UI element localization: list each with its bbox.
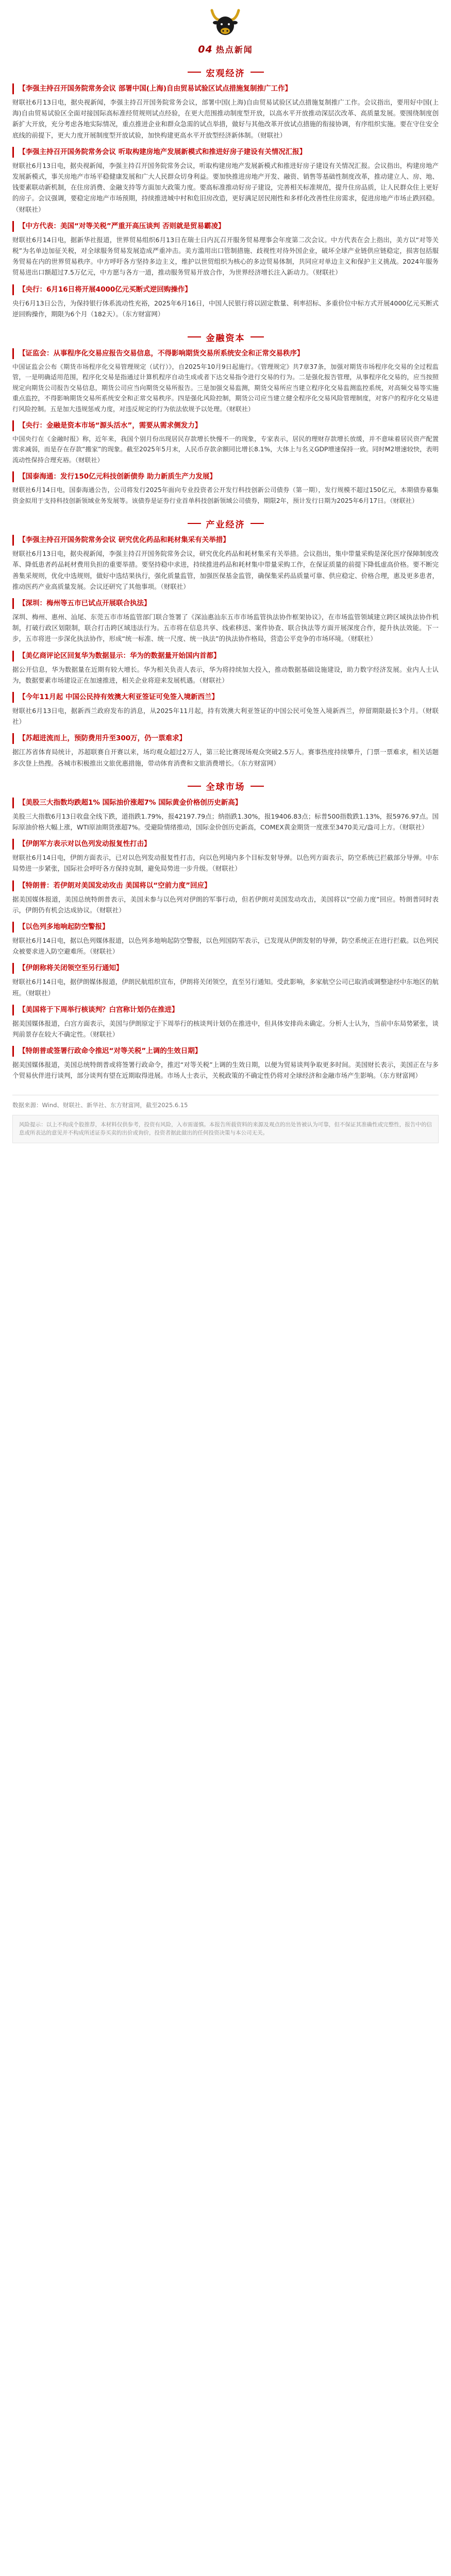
section-title-text: 产业经济 — [206, 519, 245, 530]
article-headline: 【美国将于下周举行核谈判？白宫称计划仍在推进】 — [12, 1005, 439, 1015]
article-body: 美股三大指数6月13日收盘全线下跌，道指跌1.79%，报42197.79点；纳指跌1.30%，报19406.83点；标普500指数跌1.13%，报5976.97点。国际原油价格大幅上涨，WTI原油期货涨超7%。受避险情绪推动，国际金价创历史新高，COMEX黄金期货一度涨至3470美元/盎司上方。（财联社） — [12, 812, 439, 831]
news-article — [0, 284, 451, 326]
news-article — [0, 1046, 451, 1087]
data-source: 数据来源：Wind、财联社、新华社、东方财富网，截至2025.6.15 — [12, 1101, 188, 1109]
section-title-text: 金融资本 — [206, 333, 245, 344]
article-headline: 【伊朗军方表示对以色列发动报复性打击】 — [12, 839, 439, 850]
section-divider-right — [250, 786, 264, 787]
article-body: 财联社6月14日电，据伊朗媒体报道，伊朗民航组织宣布，伊朗将关闭领空，直至另行通知。受此影响，多家航空公司已取消或调整途经中东地区的航班。（财联社） — [12, 978, 439, 997]
disclaimer-text: 风险提示：以上不构成个股推荐，本材料仅供参考，投资有风险，入市需谨慎。本报告所载资料的来源及观点的出处皆被认为可靠，但不保证其准确性或完整性，报告中的信息或所表达的意见并不构成所述证券买卖的出价或询价，投资者据此做出的任何投资决策与本公司无关。 — [19, 1121, 432, 1137]
article-headline: 【证监会：从事程序化交易应报告交易信息，不得影响期货交易所系统安全和正常交易秩序】 — [12, 348, 439, 359]
section-title-global — [0, 775, 451, 798]
article-body: 财联社6月14日电，据以色列媒体报道，以色列多地响起防空警报，以色列国防军表示，已发现从伊朗发射的导弹，防空系统正在进行拦截。以色列民众被要求进入防空避难所。（财联社） — [12, 936, 439, 956]
section-divider-right — [250, 336, 264, 337]
section-divider-left — [188, 786, 201, 787]
section-divider-left — [188, 523, 201, 524]
issue-number: 04 — [198, 44, 213, 55]
section-title-macro — [0, 61, 451, 83]
news-article — [0, 651, 451, 692]
article-body: 财联社6月14日电，伊朗方面表示，已对以色列发动报复性打击，向以色列境内多个目标发射导弹。以色列方面表示，防空系统已拦截部分导弹。中东局势进一步紧张，国际社会呼吁各方保持克制，避免局势进一步升级。（财联社） — [12, 854, 439, 873]
article-body: 财联社6月13日电，据央视新闻，李强主持召开国务院常务会议，听取构建房地产发展新模式和推进好房子建设有关情况汇报。会议指出，构建房地产发展新模式，事关房地产市场平稳健康发展和广大人民群众切身利益。要加快推进房地产开发、融资、销售等基础性制度改革，推动建立人、房、地、钱要素联动新机制，在住房消费、金融支持等方面加大政策力度。要高标准推动好房子建设，完善相关标准规范，提升住房品质，让人民群众住上更好的房子。会议强调，要稳定房地产市场预期，持续推进城中村和危旧房改造，更好满足居民刚性和多样化改善性住房需求，促进房地产市场止跌回稳。（财联社） — [12, 161, 439, 213]
article-body: 中国央行在《金融时报》称，近年来，我国个别月份出现居民存款增长快慢不一的现象，专家表示，居民的理财存款增长放缓，并不意味着居民资产配置需求减弱，而是存在存款“搬家”的现象。截至2025年5月末，人民币存款余额同比增长8.1%，大体上与名义GDP增速保持一致。同时M2增速较快，表明流动性保持合理充裕。（财联社） — [12, 435, 439, 464]
article-body: 据美国媒体报道，白宫方面表示，美国与伊朗原定于下周举行的核谈判计划仍在推进中，但具体安排尚未确定。分析人士认为，当前中东局势紧张，谈判前景存在较大不确定性。（财联社） — [12, 1019, 439, 1038]
news-article — [0, 798, 451, 839]
article-body: 据公开信息，华为数据量在近期有较大增长。华为相关负责人表示，华为将持续加大投入，推动数据基础设施建设，助力数字经济发展。业内人士认为，数据要素市场建设正在加速推进，相关企业将迎来发展机遇。（财联社） — [12, 665, 439, 684]
news-article — [0, 963, 451, 1004]
article-body: 财联社6月14日电，据新华社报道，世界贸易组织6月13日在瑞士日内瓦召开服务贸易理事会年度第二次会议。中方代表在会上指出，美方以“对等关税”为名单边加征关税，对全球服务贸易发展造成严重冲击。美方滥用出口管制措施、歧视性对待外国企业，破坏全球产业链供应链稳定，损害包括服务贸易在内的世界贸易秩序。中方呼吁各方坚持多边主义，维护以世贸组织为核心的多边贸易体制，共同应对单边主义和保护主义挑战。2024年服务贸易进出口额超过7.5万亿元，中方愿与各方一道，推动服务贸易开放合作，为世界经济增长注入新动力。（财联社） — [12, 235, 439, 277]
news-article — [0, 839, 451, 880]
news-article — [0, 221, 451, 284]
article-headline: 【李强主持召开国务院常务会议 部署中国(上海)自由贸易试验区试点措施复制推广工作】 — [12, 83, 439, 94]
news-article — [0, 83, 451, 147]
article-body: 据美国媒体报道，美国总统特朗普表示，美国未参与以色列对伊朗的军事行动，但若伊朗对美国发动攻击，美国将以“空前力度”回应。特朗普同时表示，伊朗仍有机会达成协议。（财联社） — [12, 895, 439, 914]
news-article — [0, 922, 451, 963]
section-divider-right — [250, 523, 264, 524]
article-body: 财联社6月13日电，据央视新闻，李强主持召开国务院常务会议，部署中国(上海)自由贸易试验区试点措施复制推广工作。会议指出，要用好中国(上海)自由贸易试验区全面对接国际高标准经贸规则试点经验，在更大范围推动制度型开放，以高水平开放推动深层次改革、高质量发展。要围绕制度创新扩大开放，充分考虑各地实际情况，重点推进企业和群众急需的试点举措，做好与其他改革开放试点措施的衔接协调，有序组织实施。要在守住安全底线的前提下，更大力度开展制度型开放试验，加快构建更高水平开放型经济新体制。（财联社） — [12, 98, 439, 139]
article-headline: 【以色列多地响起防空警报】 — [12, 922, 439, 933]
article-headline: 【苏超进流而上，预防费用升至300万，仍一票难求】 — [12, 733, 439, 744]
issue-section-name: 热点新闻 — [215, 45, 253, 55]
news-article — [0, 880, 451, 922]
article-headline: 【伊朗称将关闭领空至另行通知】 — [12, 963, 439, 974]
news-article — [0, 348, 451, 420]
article-headline: 【特朗普或签署行政命令推迟“对等关税”上调的生效日期】 — [12, 1046, 439, 1057]
article-body: 深圳、梅州、惠州、汕尾、东莞五市市场监管部门联合签署了《深汕惠汕东五市市场监管执法协作框架协议》，在市场监管领域建立跨区域执法协作机制，打破行政区划限制，联合打击跨区域违法行为。五市将在信息共享、线索移送、案件协查、联合执法等方面开展深度合作，提升执法效能。下一步，五市将进一步深化执法协作，形成“统一标准、统一尺度、统一执法”的执法协作格局，营造公平竞争的市场环境。（财联社） — [12, 613, 439, 643]
article-body: 财联社6月13日电，据新西兰政府发布的消息，从2025年11月起，持有效澳大利亚签证的中国公民可免签入境新西兰，停留期限最长3个月。（财联社） — [12, 706, 439, 726]
news-article — [0, 420, 451, 471]
article-headline: 【今年11月起 中国公民持有效澳大利亚签证可免签入境新西兰】 — [12, 692, 439, 703]
disclaimer-box — [12, 1115, 439, 1143]
section-divider-left — [188, 336, 201, 337]
article-headline: 【美亿商评论区回复华为数据显示：华为的数据量开始国内首都】 — [12, 651, 439, 662]
issue-label — [0, 43, 451, 55]
news-article — [0, 1005, 451, 1046]
article-headline: 【李强主持召开国务院常务会议 听取构建房地产发展新模式和推进好房子建设有关情况汇报】 — [12, 147, 439, 158]
article-headline: 【央行：金融是资本市场“源头活水”，需要从需求侧发力】 — [12, 420, 439, 431]
article-headline: 【中方代表：美国“对等关税”严重开高压谈判 否则就是贸易霸凌】 — [12, 221, 439, 232]
article-body: 财联社6月14日电，国泰海通公告，公司将发行2025年面向专业投资者公开发行科技创新公司债券（第一期），发行规模不超过150亿元，本期债券募集资金拟用于支持科技创新领域业务发展等。该债券是证券行业首单科技创新领域公司债券，期限2年，预计发行日期为2025年6月17日。（财联社） — [12, 486, 439, 504]
news-article — [0, 535, 451, 598]
article-body: 据江苏省体育局统计，苏超联赛自开赛以来，场均观众超过2万人，第三轮比赛现场观众突破2.5万人。赛事热度持续攀升，门票一票难求，相关话题多次登上热搜。各城市积极推出文旅优惠措施，带动体育消费和文旅消费增长。（东方财富网） — [12, 748, 439, 767]
section-title-finance — [0, 326, 451, 348]
news-article — [0, 692, 451, 733]
article-body: 中国证监会公布《期货市场程序化交易管理规定（试行）》，自2025年10月9日起施行。《管理规定》共7章37条，加强对期货市场程序化交易的全过程监管，一是明确适用范围，程序化交易是指通过计算机程序自动生成或者下达交易指令进行交易的行为。二是强化报告管理，从事程序化交易的，应当按照规定向期货公司报告交易信息，期货公司应当向期货交易所报告。三是加强交易监测，期货交易所应当建立程序化交易监测监控系统，对高频交易等实施重点监控，不得影响期货交易所系统安全和正常交易秩序。四是强化风险控制，期货公司应当建立健全程序化交易风险管理制度，对客户的程序化交易进行风险控制。五是加大违规惩戒力度，对违反规定的行为依法依规予以处理。（财联社） — [12, 363, 439, 413]
bull-logo-icon — [209, 7, 242, 38]
news-article — [0, 471, 451, 512]
page-header — [0, 0, 451, 61]
article-headline: 【深圳：梅州等五市已试点开展联合执法】 — [12, 598, 439, 609]
article-headline: 【国泰海通：发行150亿元科技创新债券 助力新质生产力发展】 — [12, 471, 439, 482]
section-title-text: 宏观经济 — [206, 68, 245, 79]
section-title-text: 全球市场 — [206, 782, 245, 793]
news-article — [0, 147, 451, 221]
news-article — [0, 733, 451, 774]
article-headline: 【李强主持召开国务院常务会议 研究优化药品和耗材集采有关举措】 — [12, 535, 439, 546]
article-headline: 【央行：6月16日将开展4000亿元买断式逆回购操作】 — [12, 284, 439, 295]
section-title-industry — [0, 512, 451, 535]
footer — [12, 1095, 439, 1110]
article-body: 据美国媒体报道，美国总统特朗普或将签署行政命令，推迟“对等关税”上调的生效日期，以便为贸易谈判争取更多时间。美国财长表示，美国正在与多个贸易伙伴进行谈判，部分谈判有望在近期取得进展。市场人士表示，关税政策的不确定性仍将对全球经济和金融市场产生影响。（东方财富网） — [12, 1061, 439, 1080]
section-divider-left — [188, 72, 201, 73]
article-body: 央行6月13日公告，为保持银行体系流动性充裕，2025年6月16日，中国人民银行将以固定数量、利率招标、多重价位中标方式开展4000亿元买断式逆回购操作，期限为6个月（182天）。（东方财富网） — [12, 299, 439, 318]
section-divider-right — [250, 72, 264, 73]
article-headline: 【美股三大指数均跌超1% 国际油价涨超7% 国际黄金价格创历史新高】 — [12, 798, 439, 808]
article-body: 财联社6月13日电，据央视新闻，李强主持召开国务院常务会议，研究优化药品和耗材集采有关举措。会议指出，集中带量采购是深化医疗保障制度改革、降低患者药品耗材费用负担的重要举措。要坚持稳中求进，持续推进药品和耗材集中带量采购工作，在保证质量的前提下降低虚高价格。要不断完善集采规则，优化中选规则，做好中选结果执行，强化质量监管，加强医保基金监管，确保集采药品质量可靠、供应稳定、价格合理，惠及更多患者，推动医药产业高质量发展。会议还研究了其他事项。（财联社） — [12, 550, 439, 590]
article-headline: 【特朗普：若伊朗对美国发动攻击 美国将以“空前力度”回应】 — [12, 880, 439, 891]
news-article — [0, 598, 451, 651]
